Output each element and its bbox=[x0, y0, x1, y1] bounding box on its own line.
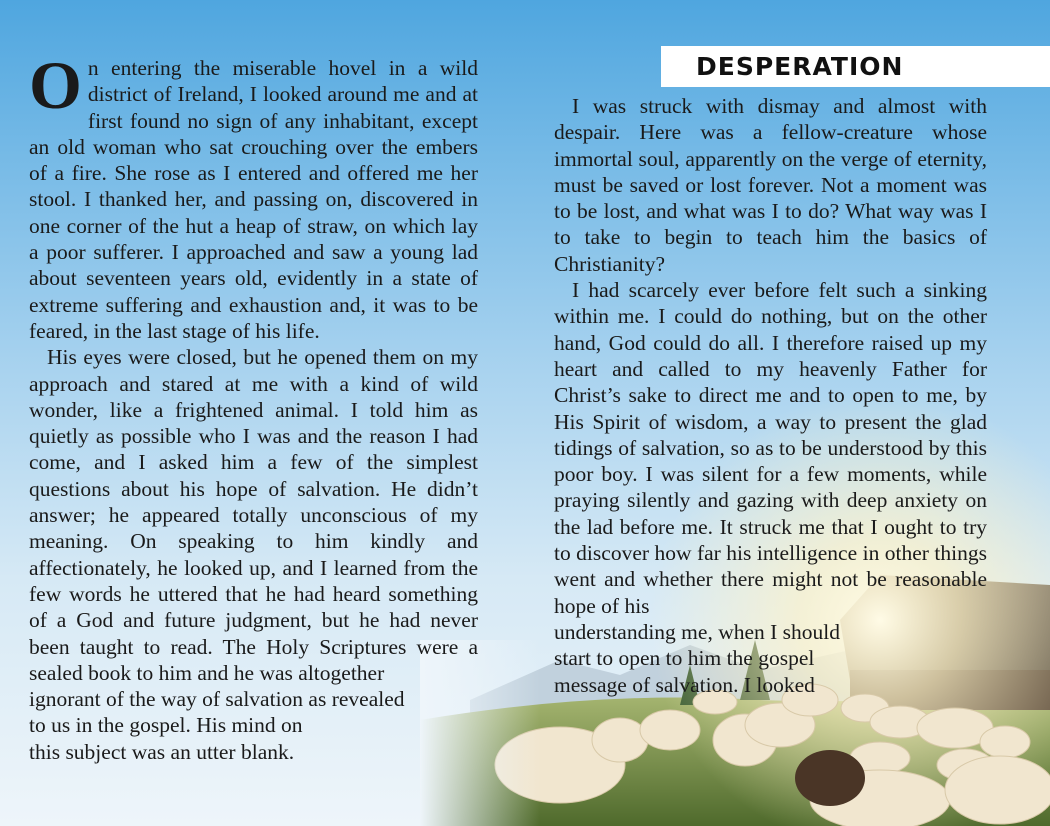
paragraph-line: start to open to him the gospel bbox=[554, 646, 815, 671]
paragraph-line: ignorant of the way of salvation as revealed bbox=[29, 687, 405, 712]
paragraph: I was struck with dismay and almost with despair. Here was a fellow-creature whose immortal soul, apparently on the verge of eternity, must be saved or lost forever. Not a moment was to be lost, and what was I to do? What way was I to take to begin to teach him the basics of Christianity? bbox=[554, 94, 987, 276]
section-heading-box bbox=[661, 46, 1050, 87]
paragraph: I had scarcely ever before felt such a sinking within me. I could do nothing, but on the other hand, God could do all. I therefore raised up my heart and called to my heavenly Father for Christ’s sake to direct me and to open to me, by His Spirit of wisdom, a way to present the glad tidings of salvation, so as to be understood by this poor boy. I was silent for a few moments, while praying silently and gazing with deep anxiety on the lad before me. It struck me that I ought to try to discover how far his intelligence in other things went and whether there might not be reasonable hope of his bbox=[554, 278, 987, 618]
right-text-column bbox=[554, 93, 987, 698]
drop-cap: O bbox=[29, 47, 82, 123]
section-heading: DESPERATION bbox=[696, 52, 904, 81]
paragraph-line: to us in the gospel. His mind on bbox=[29, 713, 303, 738]
paragraph bbox=[29, 47, 478, 344]
left-text-column bbox=[29, 47, 478, 765]
paragraph-line: this subject was an utter blank. bbox=[29, 739, 295, 764]
paragraph: His eyes were closed, but he opened them on my approach and stared at me with a kind of wild wonder, like a frightened animal. I told him as quietly as possible who I was and the reason I had come, and I asked him a few of the simplest questions about his hope of salvation. He didn’t answer; he appeared totally unconscious of my meaning. On speaking to him kindly and affectionately, he looked up, and I learned from the few words he uttered that he had heard something of a God and future judgment, but he had never been taught to read. The Holy Scriptures were a sealed book to him and he was altogether bbox=[29, 345, 478, 685]
paragraph-line: message of salvation. I looked bbox=[554, 672, 815, 697]
paragraph-text: n entering the miserable hovel in a wild district of Ireland, I looked around me and at first found no sign of any inhabitant, except an old woman who sat crouching over the embers of a fire. She rose as I entered and offered me her stool. I thanked her, and passing on, discovered in one corner of the hut a heap of straw, on which lay a poor sufferer. I approached and saw a young lad about seventeen years old, evidently in a state of extreme suffering and exhaustion and, it was to be feared, in the last stage of his life. bbox=[29, 56, 478, 343]
paragraph-line: understanding me, when I should bbox=[554, 619, 841, 644]
